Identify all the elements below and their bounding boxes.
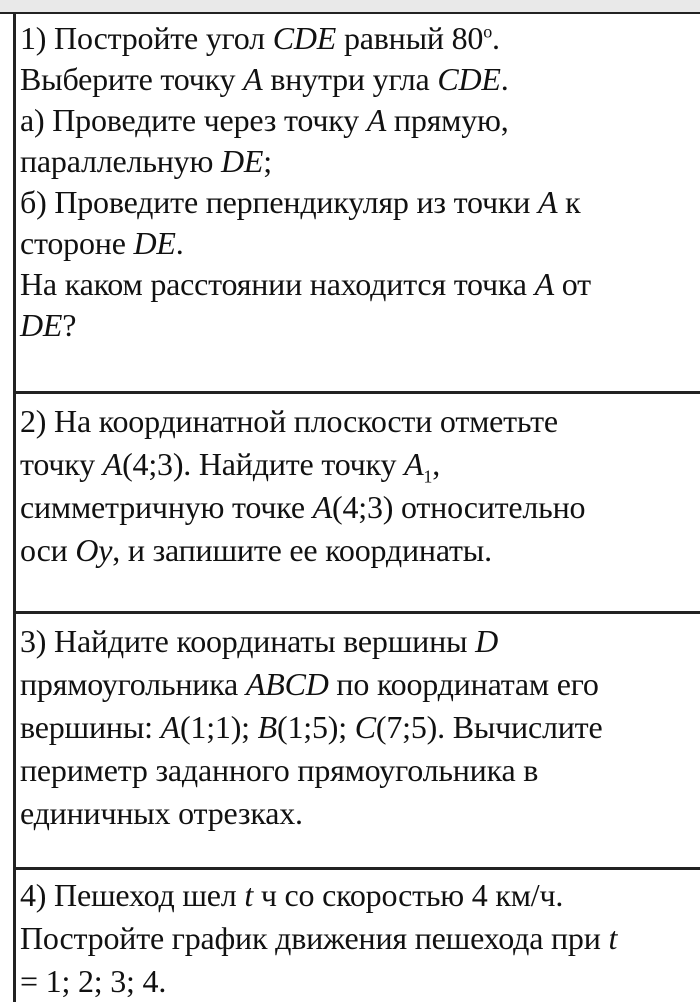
task-2-text bbox=[20, 400, 696, 572]
text-fragment: Постройте график движения пешехода при bbox=[20, 920, 609, 956]
text-fragment: , bbox=[432, 446, 441, 482]
math-symbol: Oy bbox=[75, 532, 113, 568]
text-fragment: прямую, bbox=[386, 102, 509, 138]
math-symbol: CDE bbox=[437, 61, 501, 97]
text-fragment: ч со скоростью 4 км/ч. bbox=[253, 877, 564, 913]
text-fragment: симметричную точке bbox=[20, 489, 313, 525]
math-symbol: t bbox=[608, 920, 618, 956]
text-fragment: единичных отрезках. bbox=[20, 795, 303, 831]
task-1-line-7 bbox=[20, 264, 696, 305]
task-3-line-3 bbox=[20, 706, 696, 749]
text-fragment: а) Проведите через точку bbox=[20, 102, 367, 138]
task-4-line-3 bbox=[20, 960, 696, 1003]
text-fragment: На каком расстоянии находится точка bbox=[20, 266, 535, 302]
task-2-line-3 bbox=[20, 486, 696, 529]
math-symbol: A bbox=[312, 489, 332, 525]
task-row-4 bbox=[16, 870, 700, 1002]
task-3-line-5 bbox=[20, 792, 696, 835]
subscript: 1 bbox=[423, 466, 433, 487]
text-fragment: оси bbox=[20, 532, 76, 568]
math-symbol: A bbox=[243, 61, 263, 97]
math-symbol: A bbox=[404, 446, 424, 482]
text-fragment: (1;1); bbox=[179, 709, 258, 745]
task-3-text bbox=[20, 620, 696, 835]
text-fragment: , и запишите ее координаты. bbox=[112, 532, 492, 568]
text-fragment: вершины: bbox=[20, 709, 161, 745]
math-symbol: DE bbox=[20, 307, 63, 343]
task-row-3 bbox=[16, 614, 700, 870]
task-1-line-4 bbox=[20, 141, 696, 182]
text-fragment: 2) На координатной плоскости отметьте bbox=[20, 403, 558, 439]
text-fragment: от bbox=[553, 266, 591, 302]
text-fragment: . bbox=[500, 61, 509, 97]
text-fragment: (1;5); bbox=[277, 709, 355, 745]
task-2-line-4 bbox=[20, 529, 696, 572]
task-2-line-2 bbox=[20, 443, 696, 486]
text-fragment: внутри угла bbox=[262, 61, 438, 97]
task-3-line-1 bbox=[20, 620, 696, 663]
text-fragment: . bbox=[492, 20, 500, 56]
task-4-line-1 bbox=[20, 874, 696, 917]
math-symbol: A bbox=[160, 709, 180, 745]
task-4-text bbox=[20, 874, 696, 1003]
text-fragment: . bbox=[175, 225, 184, 261]
task-2-line-1 bbox=[20, 400, 696, 443]
math-symbol: A bbox=[366, 102, 387, 138]
task-1-text bbox=[20, 18, 696, 346]
text-fragment: ; bbox=[263, 143, 272, 179]
task-1-line-3 bbox=[20, 100, 696, 141]
task-4-line-2 bbox=[20, 917, 696, 960]
task-3-line-4 bbox=[20, 749, 696, 792]
text-fragment: точку bbox=[20, 446, 103, 482]
task-row-1 bbox=[16, 14, 700, 394]
math-symbol: D bbox=[475, 623, 499, 659]
math-symbol: A bbox=[537, 184, 558, 220]
math-symbol: DE bbox=[220, 143, 264, 179]
math-symbol: C bbox=[354, 709, 376, 745]
text-fragment: 3) Найдите координаты вершины bbox=[20, 623, 476, 659]
text-fragment: 1) Постройте угол bbox=[20, 20, 273, 56]
math-symbol: t bbox=[244, 877, 254, 913]
text-fragment: (4;3). Найдите точку bbox=[122, 446, 405, 482]
math-symbol: DE bbox=[133, 225, 176, 261]
degree-superscript: о bbox=[483, 21, 493, 42]
text-fragment: стороне bbox=[20, 225, 134, 261]
text-fragment: = 1; 2; 3; 4. bbox=[20, 963, 167, 999]
text-fragment: по координатам его bbox=[328, 666, 599, 702]
photo-top-edge bbox=[0, 0, 700, 12]
task-1-line-1 bbox=[20, 18, 696, 59]
text-fragment: (4;3) относительно bbox=[332, 489, 586, 525]
task-table bbox=[0, 12, 700, 1002]
math-symbol: CDE bbox=[272, 20, 337, 56]
text-fragment: параллельную bbox=[20, 143, 221, 179]
task-3-line-2 bbox=[20, 663, 696, 706]
text-fragment: б) Проведите перпендикуляр из точки bbox=[20, 184, 538, 220]
task-1-line-8 bbox=[20, 305, 696, 346]
task-1-line-6 bbox=[20, 223, 696, 264]
text-fragment: (7;5). Вычислите bbox=[375, 709, 603, 745]
task-1-line-2 bbox=[20, 59, 696, 100]
math-symbol: B bbox=[257, 709, 278, 745]
text-fragment: Выберите точку bbox=[20, 61, 244, 97]
task-1-line-5 bbox=[20, 182, 696, 223]
math-symbol: ABCD bbox=[245, 666, 329, 702]
text-fragment: ? bbox=[62, 307, 77, 343]
text-fragment: к bbox=[557, 184, 581, 220]
text-fragment: равный 80 bbox=[336, 20, 484, 56]
text-fragment: прямоугольника bbox=[20, 666, 246, 702]
math-symbol: A bbox=[534, 266, 554, 302]
math-symbol: A bbox=[102, 446, 123, 482]
task-row-2 bbox=[16, 394, 700, 614]
text-fragment: 4) Пешеход шел bbox=[20, 877, 245, 913]
text-fragment: периметр заданного прямоугольника в bbox=[20, 752, 539, 788]
